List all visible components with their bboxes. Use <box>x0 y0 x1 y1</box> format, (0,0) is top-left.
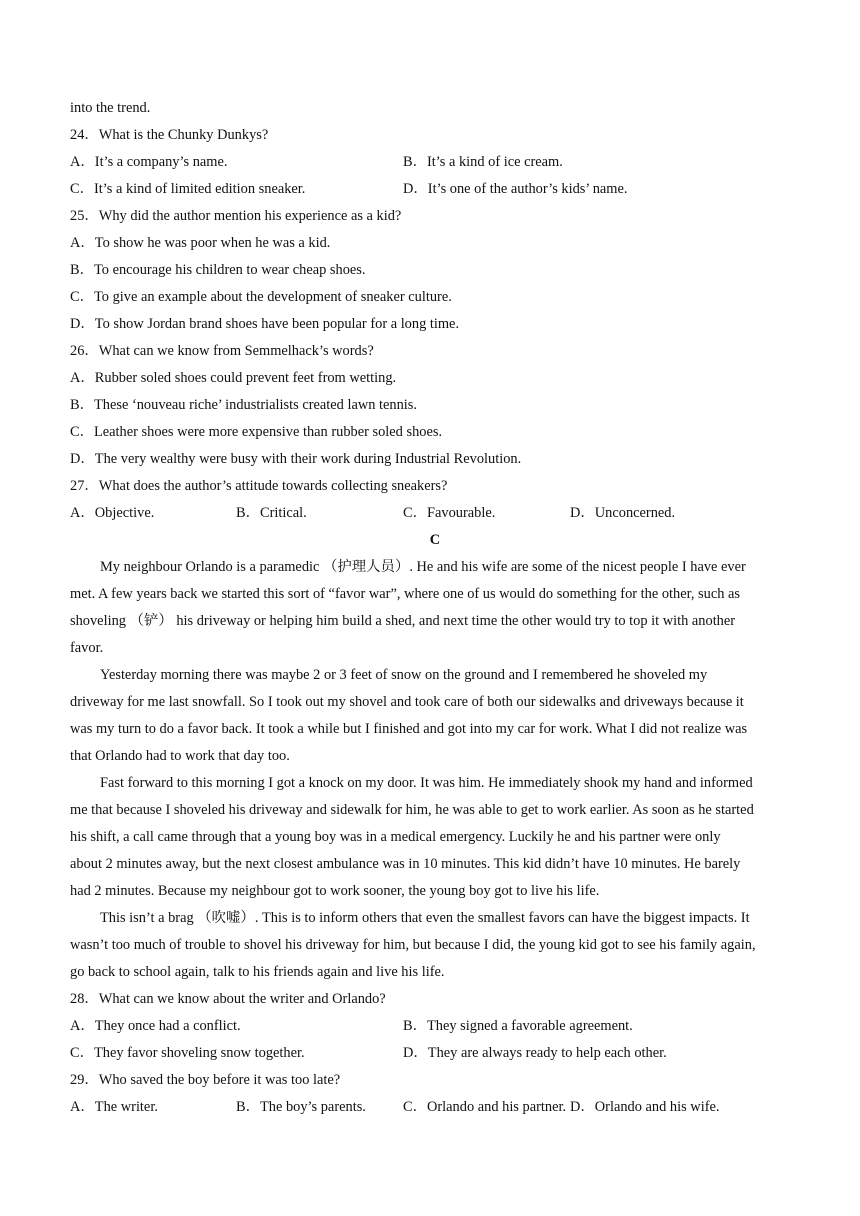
option-c: C．They favor shoveling snow together. <box>70 1045 305 1061</box>
passage-line: about 2 minutes away, but the next closest ambulance was in 10 minutes. This kid didn’t have 10 minutes. He barely <box>70 856 741 872</box>
option-d: D．Unconcerned. <box>570 505 676 521</box>
question-26: 26．What can we know from Semmelhack’s words? <box>70 343 374 359</box>
passage-paragraph-3 <box>70 770 800 905</box>
section-heading: C <box>429 532 441 548</box>
question-27: 27．What does the author’s attitude towards collecting sneakers? <box>70 478 448 494</box>
option-d: D．They are always ready to help each other. <box>403 1045 667 1061</box>
question-29-options <box>70 1094 800 1121</box>
passage-line: wasn’t too much of trouble to shovel his driveway for him, but because I did, the young kid got to see his family again, <box>70 937 756 953</box>
document-page <box>70 95 800 1121</box>
question-29: 29．Who saved the boy before it was too late? <box>70 1072 341 1088</box>
question-27-options <box>70 500 800 527</box>
question-24-options-row-1 <box>70 149 800 176</box>
option-a: A．They once had a conflict. <box>70 1018 241 1034</box>
option-a: A．The writer. <box>70 1099 158 1115</box>
option-b: B．It’s a kind of ice cream. <box>403 154 563 170</box>
option-a: A．Objective. <box>70 505 155 521</box>
option-c: C．It’s a kind of limited edition sneaker. <box>70 181 306 197</box>
passage-line: go back to school again, talk to his friends again and live his life. <box>70 964 445 980</box>
option-a: A．To show he was poor when he was a kid. <box>70 235 331 251</box>
passage-paragraph-1 <box>70 554 800 662</box>
option-d: D．To show Jordan brand shoes have been popular for a long time. <box>70 316 460 332</box>
passage-line: met. A few years back we started this sort of “favor war”, where one of us would do something for the other, such as <box>70 586 740 602</box>
passage-line: me that because I shoveled his driveway and sidewalk for him, he was able to get to work earlier. As soon as he started <box>70 802 754 818</box>
passage-paragraph-2 <box>70 662 800 770</box>
option-c: C．Favourable. <box>403 505 496 521</box>
passage-line: This isn’t a brag （吹嘘）. This is to inform others that even the smallest favors can have the biggest impacts. It <box>100 910 750 926</box>
passage-line: Yesterday morning there was maybe 2 or 3 feet of snow on the ground and I remembered he shoveled my <box>100 667 708 683</box>
question-28-options-row-1 <box>70 1013 800 1040</box>
option-b: B．Critical. <box>236 505 307 521</box>
option-b: B．To encourage his children to wear cheap shoes. <box>70 262 366 278</box>
option-d: D．Orlando and his wife. <box>570 1099 720 1115</box>
question-25: 25．Why did the author mention his experience as a kid? <box>70 208 402 224</box>
option-b: B．They signed a favorable agreement. <box>403 1018 633 1034</box>
passage-paragraph-4 <box>70 905 800 986</box>
question-28-options-row-2 <box>70 1040 800 1067</box>
question-24: 24．What is the Chunky Dunkys? <box>70 127 269 143</box>
passage-line: had 2 minutes. Because my neighbour got to work sooner, the young boy got to live his life. <box>70 883 600 899</box>
passage-line: Fast forward to this morning I got a knock on my door. It was him. He immediately shook my hand and informed <box>100 775 753 791</box>
option-a: A．It’s a company’s name. <box>70 154 228 170</box>
option-c: C．Leather shoes were more expensive than rubber soled shoes. <box>70 424 443 440</box>
question-28: 28．What can we know about the writer and Orlando? <box>70 991 386 1007</box>
passage-line: his shift, a call came through that a young boy was in a medical emergency. Luckily he and his partner were only <box>70 829 721 845</box>
passage-line: that Orlando had to work that day too. <box>70 748 290 764</box>
option-a: A．Rubber soled shoes could prevent feet from wetting. <box>70 370 397 386</box>
option-c: C．To give an example about the development of sneaker culture. <box>70 289 452 305</box>
passage-line: driveway for me last snowfall. So I took out my shovel and took care of both our sidewalks and driveways because it <box>70 694 744 710</box>
option-b: B．These ‘nouveau riche’ industrialists created lawn tennis. <box>70 397 417 413</box>
passage-line: shoveling （铲） his driveway or helping him build a shed, and next time the other would try to top it with another <box>70 613 736 629</box>
option-d: D．It’s one of the author’s kids’ name. <box>403 181 628 197</box>
passage-line: was my turn to do a favor back. It took a while but I finished and got into my car for work. What I did not realize was <box>70 721 748 737</box>
passage-continuation: into the trend. <box>70 100 151 116</box>
option-b: B．The boy’s parents. <box>236 1099 366 1115</box>
passage-line: My neighbour Orlando is a paramedic （护理人员）. He and his wife are some of the nicest people I have ever <box>100 559 746 575</box>
option-c: C．Orlando and his partner. <box>403 1099 567 1115</box>
option-d: D．The very wealthy were busy with their work during Industrial Revolution. <box>70 451 522 467</box>
passage-line: favor. <box>70 640 104 656</box>
question-24-options-row-2 <box>70 176 800 203</box>
